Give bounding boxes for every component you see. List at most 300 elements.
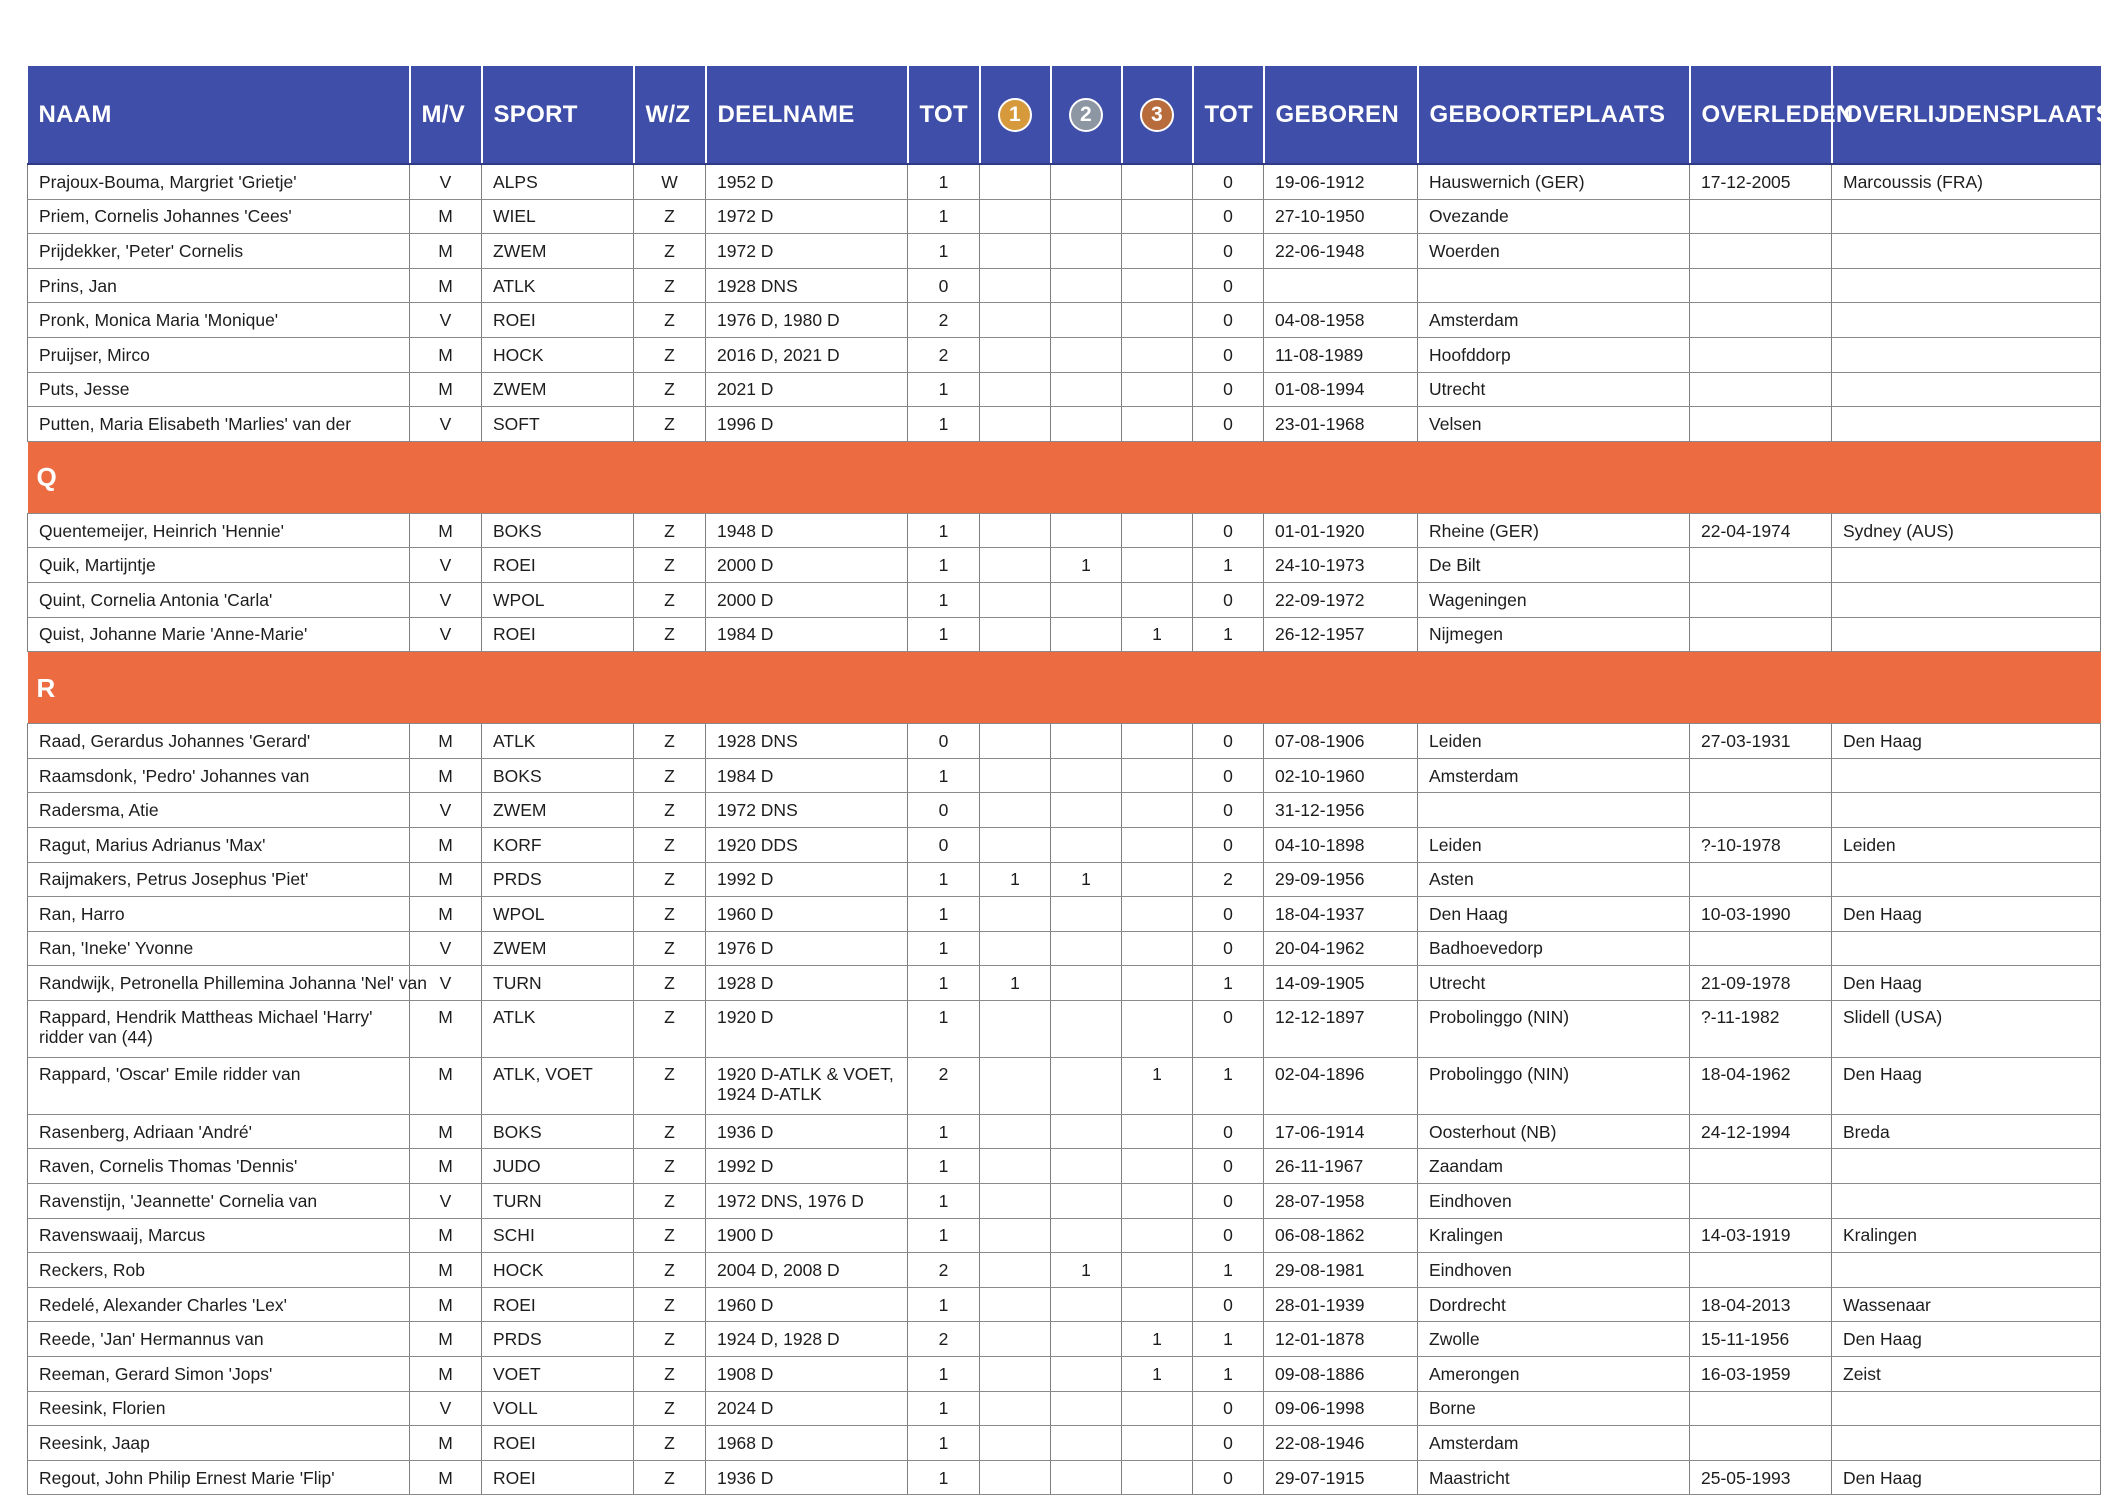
cell-medal-total: 0 [1193, 303, 1264, 338]
cell-overlijdensplaats: Breda [1832, 1114, 2101, 1149]
cell-gold [980, 1322, 1051, 1357]
cell-geboorteplaats: Borne [1418, 1391, 1690, 1426]
cell-overlijdensplaats [1832, 407, 2101, 442]
cell-overleden: 18-04-1962 [1690, 1057, 1832, 1114]
col-header-medal-total: TOT [1193, 66, 1264, 164]
cell-tot: 1 [908, 1184, 980, 1219]
cell-geboorteplaats: Amsterdam [1418, 758, 1690, 793]
cell-geboorteplaats: Amsterdam [1418, 1426, 1690, 1461]
cell-bronze [1122, 966, 1193, 1001]
cell-medal-total: 0 [1193, 1460, 1264, 1495]
cell-gold [980, 897, 1051, 932]
cell-medal-total: 0 [1193, 407, 1264, 442]
cell-naam: Raven, Cornelis Thomas 'Dennis' [28, 1149, 410, 1184]
cell-silver [1051, 1057, 1122, 1114]
cell-gold [980, 164, 1051, 199]
table-row [28, 303, 2101, 338]
cell-bronze [1122, 1426, 1193, 1461]
table-row [28, 1057, 2101, 1114]
cell-bronze [1122, 1184, 1193, 1219]
cell-gold [980, 758, 1051, 793]
cell-geboren: 24-10-1973 [1264, 548, 1418, 583]
cell-silver [1051, 931, 1122, 966]
cell-geboren: 02-10-1960 [1264, 758, 1418, 793]
table-row [28, 1000, 2101, 1057]
cell-medal-total: 1 [1193, 617, 1264, 652]
cell-sport: ROEI [482, 548, 634, 583]
cell-geboren: 04-08-1958 [1264, 303, 1418, 338]
cell-deelname: 1952 D [706, 164, 908, 199]
cell-gold [980, 1057, 1051, 1114]
cell-geboorteplaats: Leiden [1418, 724, 1690, 759]
cell-deelname: 1928 DNS [706, 268, 908, 303]
cell-sport: WPOL [482, 897, 634, 932]
cell-overlijdensplaats: Den Haag [1832, 897, 2101, 932]
cell-gold [980, 1184, 1051, 1219]
olympians-table [27, 66, 2113, 1495]
cell-overleden [1690, 199, 1832, 234]
cell-wz: Z [634, 303, 706, 338]
cell-mv: V [410, 548, 482, 583]
cell-sport: JUDO [482, 1149, 634, 1184]
cell-mv: M [410, 724, 482, 759]
cell-medal-total: 0 [1193, 724, 1264, 759]
cell-geboren: 29-09-1956 [1264, 862, 1418, 897]
cell-mv: V [410, 617, 482, 652]
cell-deelname: 1992 D [706, 1149, 908, 1184]
cell-medal-total: 0 [1193, 1391, 1264, 1426]
cell-overleden: 21-09-1978 [1690, 966, 1832, 1001]
cell-deelname: 1992 D [706, 862, 908, 897]
cell-silver [1051, 793, 1122, 828]
cell-overleden [1690, 1149, 1832, 1184]
cell-silver [1051, 1391, 1122, 1426]
cell-gold [980, 1426, 1051, 1461]
section-letter: R [28, 652, 2101, 724]
col-header-bronze [1122, 66, 1193, 164]
cell-sport: ROEI [482, 617, 634, 652]
table-row [28, 1253, 2101, 1288]
cell-wz: Z [634, 966, 706, 1001]
cell-deelname: 1936 D [706, 1460, 908, 1495]
table-body [28, 164, 2101, 1495]
cell-geboorteplaats: Eindhoven [1418, 1184, 1690, 1219]
cell-geboorteplaats [1418, 268, 1690, 303]
cell-medal-total: 0 [1193, 758, 1264, 793]
cell-bronze [1122, 897, 1193, 932]
col-header-naam: NAAM [28, 66, 410, 164]
cell-gold [980, 199, 1051, 234]
table-row [28, 372, 2101, 407]
cell-mv: M [410, 1218, 482, 1253]
cell-bronze [1122, 827, 1193, 862]
cell-deelname: 1920 D [706, 1000, 908, 1057]
cell-medal-total: 0 [1193, 199, 1264, 234]
cell-gold [980, 1287, 1051, 1322]
cell-mv: M [410, 1149, 482, 1184]
cell-geboorteplaats: Probolinggo (NIN) [1418, 1057, 1690, 1114]
cell-silver [1051, 1287, 1122, 1322]
cell-overlijdensplaats [1832, 1391, 2101, 1426]
table-row [28, 1149, 2101, 1184]
table-row [28, 268, 2101, 303]
cell-gold [980, 827, 1051, 862]
cell-bronze [1122, 372, 1193, 407]
cell-mv: M [410, 1357, 482, 1392]
cell-overleden [1690, 862, 1832, 897]
cell-sport: PRDS [482, 862, 634, 897]
cell-overlijdensplaats [1832, 548, 2101, 583]
cell-overlijdensplaats [1832, 337, 2101, 372]
cell-mv: M [410, 268, 482, 303]
table-row [28, 1322, 2101, 1357]
cell-sport: ROEI [482, 1426, 634, 1461]
cell-wz: Z [634, 199, 706, 234]
cell-geboren: 29-08-1981 [1264, 1253, 1418, 1288]
cell-medal-total: 0 [1193, 793, 1264, 828]
cell-mv: M [410, 1460, 482, 1495]
cell-bronze [1122, 1000, 1193, 1057]
cell-medal-total: 0 [1193, 513, 1264, 548]
cell-medal-total: 0 [1193, 1184, 1264, 1219]
section-letter: Q [28, 441, 2101, 513]
cell-naam: Reesink, Jaap [28, 1426, 410, 1461]
cell-tot: 1 [908, 1357, 980, 1392]
cell-wz: Z [634, 1391, 706, 1426]
cell-tot: 1 [908, 862, 980, 897]
cell-geboorteplaats: Amerongen [1418, 1357, 1690, 1392]
cell-overlijdensplaats [1832, 372, 2101, 407]
cell-silver [1051, 164, 1122, 199]
cell-medal-total: 1 [1193, 1253, 1264, 1288]
cell-deelname: 1996 D [706, 407, 908, 442]
cell-bronze [1122, 862, 1193, 897]
cell-bronze: 1 [1122, 1057, 1193, 1114]
cell-geboorteplaats: Den Haag [1418, 897, 1690, 932]
cell-deelname: 2021 D [706, 372, 908, 407]
cell-geboren: 06-08-1862 [1264, 1218, 1418, 1253]
cell-geboorteplaats: Amsterdam [1418, 303, 1690, 338]
cell-overlijdensplaats [1832, 1426, 2101, 1461]
cell-silver [1051, 827, 1122, 862]
cell-wz: Z [634, 1149, 706, 1184]
cell-mv: M [410, 1287, 482, 1322]
cell-geboorteplaats: Dordrecht [1418, 1287, 1690, 1322]
cell-naam: Ran, Harro [28, 897, 410, 932]
cell-medal-total: 0 [1193, 1426, 1264, 1461]
cell-silver [1051, 1460, 1122, 1495]
cell-overleden [1690, 582, 1832, 617]
cell-sport: ATLK, VOET [482, 1057, 634, 1114]
cell-overleden: 18-04-2013 [1690, 1287, 1832, 1322]
cell-mv: M [410, 1000, 482, 1057]
cell-overlijdensplaats [1832, 617, 2101, 652]
cell-deelname: 2024 D [706, 1391, 908, 1426]
cell-geboorteplaats: Wageningen [1418, 582, 1690, 617]
cell-geboorteplaats: Woerden [1418, 234, 1690, 269]
cell-geboren: 26-12-1957 [1264, 617, 1418, 652]
cell-medal-total: 0 [1193, 1287, 1264, 1322]
cell-sport: SOFT [482, 407, 634, 442]
cell-geboorteplaats: Ovezande [1418, 199, 1690, 234]
cell-silver: 1 [1051, 1253, 1122, 1288]
cell-geboorteplaats: Oosterhout (NB) [1418, 1114, 1690, 1149]
cell-medal-total: 1 [1193, 548, 1264, 583]
table-row [28, 1391, 2101, 1426]
cell-bronze [1122, 234, 1193, 269]
cell-overleden [1690, 793, 1832, 828]
cell-tot: 1 [908, 1391, 980, 1426]
cell-overleden [1690, 234, 1832, 269]
cell-naam: Ravenswaaij, Marcus [28, 1218, 410, 1253]
cell-wz: Z [634, 617, 706, 652]
cell-medal-total: 0 [1193, 1218, 1264, 1253]
cell-overlijdensplaats [1832, 303, 2101, 338]
cell-naam: Ran, 'Ineke' Yvonne [28, 931, 410, 966]
cell-overleden [1690, 1426, 1832, 1461]
cell-tot: 2 [908, 1253, 980, 1288]
cell-wz: Z [634, 758, 706, 793]
cell-deelname: 1936 D [706, 1114, 908, 1149]
cell-overlijdensplaats: Den Haag [1832, 724, 2101, 759]
cell-wz: Z [634, 268, 706, 303]
cell-overlijdensplaats: Sydney (AUS) [1832, 513, 2101, 548]
cell-sport: ZWEM [482, 372, 634, 407]
cell-bronze [1122, 513, 1193, 548]
cell-medal-total: 1 [1193, 966, 1264, 1001]
cell-sport: ROEI [482, 1460, 634, 1495]
cell-tot: 1 [908, 407, 980, 442]
cell-tot: 1 [908, 548, 980, 583]
table-row [28, 407, 2101, 442]
table-row [28, 827, 2101, 862]
cell-tot: 1 [908, 513, 980, 548]
cell-gold [980, 234, 1051, 269]
cell-deelname: 1968 D [706, 1426, 908, 1461]
cell-overleden: 10-03-1990 [1690, 897, 1832, 932]
cell-overlijdensplaats: Zeist [1832, 1357, 2101, 1392]
cell-bronze [1122, 407, 1193, 442]
cell-overleden: ?-11-1982 [1690, 1000, 1832, 1057]
cell-gold [980, 1000, 1051, 1057]
cell-medal-total: 0 [1193, 827, 1264, 862]
cell-deelname: 1972 D [706, 234, 908, 269]
cell-geboren [1264, 268, 1418, 303]
cell-overleden: 16-03-1959 [1690, 1357, 1832, 1392]
cell-naam: Prajoux-Bouma, Margriet 'Grietje' [28, 164, 410, 199]
cell-wz: Z [634, 1322, 706, 1357]
cell-medal-total: 0 [1193, 1000, 1264, 1057]
cell-overlijdensplaats: Leiden [1832, 827, 2101, 862]
cell-bronze [1122, 1149, 1193, 1184]
cell-tot: 2 [908, 303, 980, 338]
cell-silver [1051, 1184, 1122, 1219]
cell-naam: Quist, Johanne Marie 'Anne-Marie' [28, 617, 410, 652]
olympians-table-wrapper [27, 66, 2113, 1495]
cell-tot: 2 [908, 1057, 980, 1114]
cell-bronze [1122, 1218, 1193, 1253]
cell-tot: 1 [908, 199, 980, 234]
cell-naam: Raijmakers, Petrus Josephus 'Piet' [28, 862, 410, 897]
cell-naam: Redelé, Alexander Charles 'Lex' [28, 1287, 410, 1322]
cell-overlijdensplaats [1832, 1253, 2101, 1288]
cell-deelname: 2000 D [706, 548, 908, 583]
cell-wz: Z [634, 1218, 706, 1253]
cell-medal-total: 0 [1193, 372, 1264, 407]
cell-bronze [1122, 758, 1193, 793]
cell-overlijdensplaats: Wassenaar [1832, 1287, 2101, 1322]
cell-medal-total: 0 [1193, 897, 1264, 932]
cell-bronze [1122, 1253, 1193, 1288]
cell-deelname: 1948 D [706, 513, 908, 548]
cell-mv: M [410, 827, 482, 862]
cell-bronze: 1 [1122, 1322, 1193, 1357]
cell-deelname: 1984 D [706, 617, 908, 652]
cell-overlijdensplaats [1832, 268, 2101, 303]
cell-tot: 1 [908, 1426, 980, 1461]
cell-geboorteplaats: Badhoevedorp [1418, 931, 1690, 966]
table-row [28, 548, 2101, 583]
cell-geboorteplaats: Nijmegen [1418, 617, 1690, 652]
cell-silver [1051, 617, 1122, 652]
cell-medal-total: 0 [1193, 337, 1264, 372]
cell-silver [1051, 1426, 1122, 1461]
cell-deelname: 1984 D [706, 758, 908, 793]
cell-mv: V [410, 793, 482, 828]
cell-tot: 0 [908, 827, 980, 862]
cell-sport: ALPS [482, 164, 634, 199]
cell-silver [1051, 582, 1122, 617]
cell-deelname: 1920 D-ATLK & VOET, 1924 D-ATLK [706, 1057, 908, 1114]
cell-mv: V [410, 407, 482, 442]
cell-naam: Quik, Martijntje [28, 548, 410, 583]
cell-geboorteplaats: Maastricht [1418, 1460, 1690, 1495]
cell-medal-total: 1 [1193, 1322, 1264, 1357]
cell-geboorteplaats: Zaandam [1418, 1149, 1690, 1184]
cell-tot: 1 [908, 931, 980, 966]
cell-geboren: 04-10-1898 [1264, 827, 1418, 862]
cell-silver: 1 [1051, 548, 1122, 583]
cell-bronze [1122, 548, 1193, 583]
cell-naam: Reeman, Gerard Simon 'Jops' [28, 1357, 410, 1392]
cell-naam: Reesink, Florien [28, 1391, 410, 1426]
cell-overlijdensplaats: Den Haag [1832, 1057, 2101, 1114]
cell-bronze [1122, 724, 1193, 759]
cell-mv: V [410, 303, 482, 338]
cell-wz: Z [634, 548, 706, 583]
cell-naam: Ragut, Marius Adrianus 'Max' [28, 827, 410, 862]
cell-overleden: 22-04-1974 [1690, 513, 1832, 548]
cell-sport: BOKS [482, 758, 634, 793]
cell-silver [1051, 758, 1122, 793]
cell-gold [980, 931, 1051, 966]
col-header-overlijdensplaats: OVERLIJDENSPLAATS [1832, 66, 2101, 164]
cell-wz: W [634, 164, 706, 199]
cell-overleden: 17-12-2005 [1690, 164, 1832, 199]
col-header-wz: W/Z [634, 66, 706, 164]
cell-geboorteplaats: Hauswernich (GER) [1418, 164, 1690, 199]
cell-sport: ROEI [482, 303, 634, 338]
col-header-silver [1051, 66, 1122, 164]
cell-medal-total: 0 [1193, 582, 1264, 617]
col-header-overleden: OVERLEDEN [1690, 66, 1832, 164]
cell-geboren: 29-07-1915 [1264, 1460, 1418, 1495]
cell-geboren: 01-08-1994 [1264, 372, 1418, 407]
section-row [28, 652, 2101, 724]
cell-bronze [1122, 337, 1193, 372]
cell-bronze [1122, 303, 1193, 338]
cell-wz: Z [634, 1114, 706, 1149]
cell-gold [980, 724, 1051, 759]
cell-overlijdensplaats: Kralingen [1832, 1218, 2101, 1253]
cell-overleden: 27-03-1931 [1690, 724, 1832, 759]
cell-bronze [1122, 1287, 1193, 1322]
cell-wz: Z [634, 1000, 706, 1057]
cell-overleden [1690, 303, 1832, 338]
cell-tot: 1 [908, 758, 980, 793]
cell-overleden: ?-10-1978 [1690, 827, 1832, 862]
cell-naam: Quentemeijer, Heinrich 'Hennie' [28, 513, 410, 548]
cell-tot: 0 [908, 268, 980, 303]
cell-overlijdensplaats [1832, 1184, 2101, 1219]
cell-naam: Pronk, Monica Maria 'Monique' [28, 303, 410, 338]
cell-silver [1051, 337, 1122, 372]
cell-overleden [1690, 617, 1832, 652]
cell-sport: BOKS [482, 513, 634, 548]
cell-overlijdensplaats: Den Haag [1832, 1322, 2101, 1357]
table-row [28, 862, 2101, 897]
cell-silver [1051, 407, 1122, 442]
cell-geboorteplaats: De Bilt [1418, 548, 1690, 583]
cell-geboren: 12-12-1897 [1264, 1000, 1418, 1057]
col-header-tot: TOT [908, 66, 980, 164]
cell-sport: TURN [482, 966, 634, 1001]
cell-mv: V [410, 582, 482, 617]
cell-wz: Z [634, 1184, 706, 1219]
cell-tot: 0 [908, 724, 980, 759]
cell-gold [980, 548, 1051, 583]
gold-medal-icon: 1 [998, 98, 1032, 132]
cell-sport: HOCK [482, 1253, 634, 1288]
cell-sport: WPOL [482, 582, 634, 617]
cell-mv: M [410, 1253, 482, 1288]
cell-silver: 1 [1051, 862, 1122, 897]
cell-wz: Z [634, 724, 706, 759]
cell-geboorteplaats: Utrecht [1418, 372, 1690, 407]
cell-sport: ATLK [482, 724, 634, 759]
cell-mv: M [410, 337, 482, 372]
cell-overleden [1690, 1184, 1832, 1219]
cell-medal-total: 1 [1193, 1057, 1264, 1114]
cell-naam: Puts, Jesse [28, 372, 410, 407]
cell-tot: 1 [908, 1000, 980, 1057]
cell-overlijdensplaats [1832, 931, 2101, 966]
cell-gold [980, 1218, 1051, 1253]
cell-naam: Prins, Jan [28, 268, 410, 303]
cell-mv: V [410, 931, 482, 966]
cell-tot: 1 [908, 234, 980, 269]
cell-geboorteplaats: Probolinggo (NIN) [1418, 1000, 1690, 1057]
cell-deelname: 2000 D [706, 582, 908, 617]
cell-deelname: 1960 D [706, 897, 908, 932]
cell-geboorteplaats [1418, 793, 1690, 828]
cell-geboren: 22-06-1948 [1264, 234, 1418, 269]
cell-geboren: 17-06-1914 [1264, 1114, 1418, 1149]
cell-silver [1051, 1000, 1122, 1057]
cell-bronze [1122, 164, 1193, 199]
cell-mv: M [410, 758, 482, 793]
cell-silver [1051, 724, 1122, 759]
